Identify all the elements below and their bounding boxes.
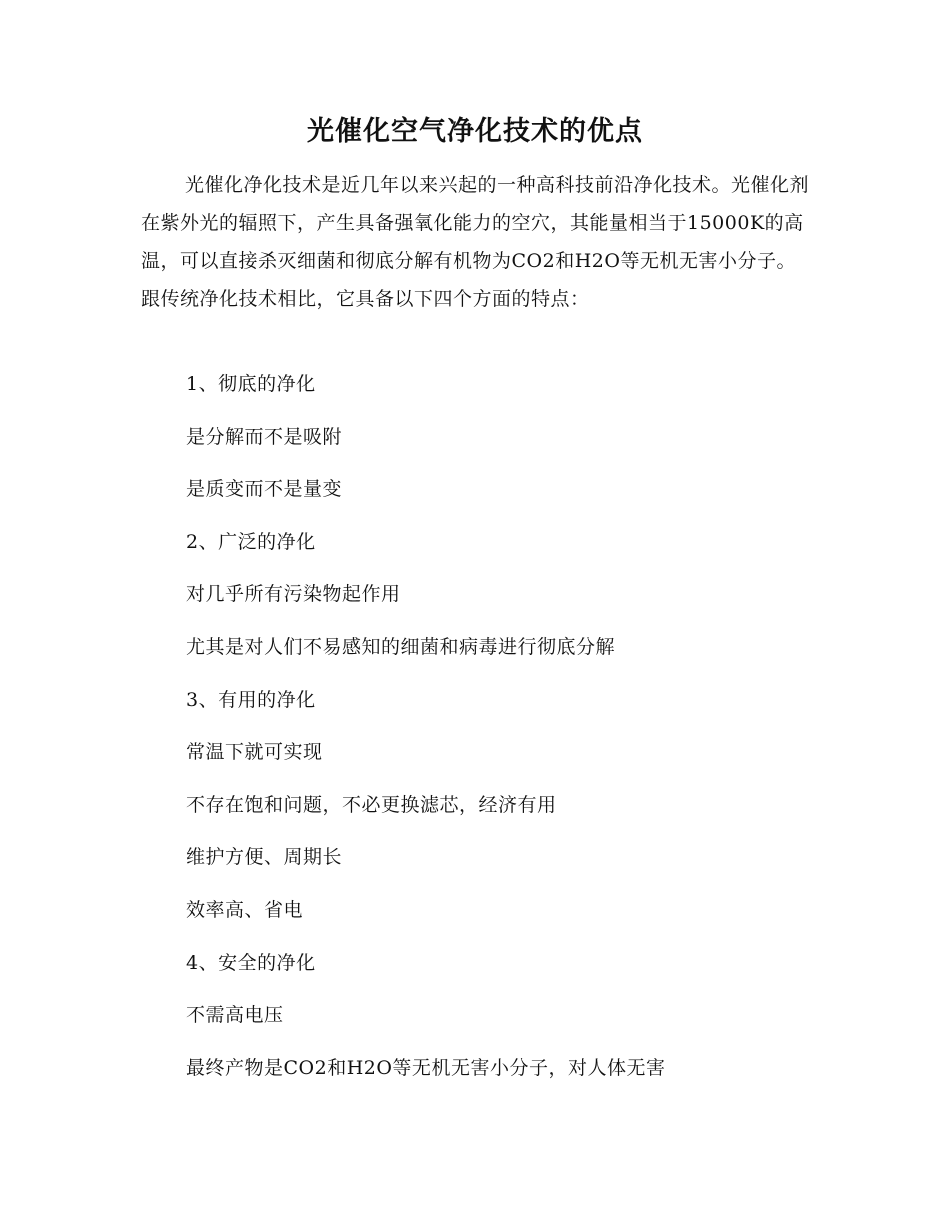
feature-line: 最终产物是CO2和H2O等无机无害小分子，对人体无害	[186, 1056, 666, 1079]
intro-paragraph: 光催化净化技术是近几年以来兴起的一种高科技前沿净化技术。光催化剂在紫外光的辐照下，产生具备强氧化能力的空穴，其能量相当于15000K的高温，可以直接杀灭细菌和彻底分解有机物为CO2和H2O等无机无害小分子。跟传统净化技术相比，它具备以下四个方面的特点：	[141, 174, 810, 310]
feature-line: 维护方便、周期长	[186, 846, 343, 869]
feature-line: 是分解而不是吸附	[186, 425, 343, 448]
feature-line: 不需高电压	[186, 1004, 284, 1027]
feature-line: 尤其是对人们不易感知的细菌和病毒进行彻底分解	[186, 635, 616, 658]
feature-line: 不存在饱和问题，不必更换滤芯，经济有用	[186, 793, 557, 816]
feature-heading-4: 4、安全的净化	[186, 951, 316, 974]
feature-line: 对几乎所有污染物起作用	[186, 583, 401, 606]
feature-line: 常温下就可实现	[186, 741, 323, 764]
feature-list	[186, 366, 826, 1102]
document-title: 光催化空气净化技术的优点	[307, 116, 643, 147]
feature-line: 是质变而不是量变	[186, 478, 343, 501]
feature-heading-3: 3、有用的净化	[186, 688, 316, 711]
feature-heading-1: 1、彻底的净化	[186, 373, 316, 395]
feature-heading-2: 2、广泛的净化	[186, 530, 316, 553]
feature-line: 效率高、省电	[186, 898, 304, 921]
